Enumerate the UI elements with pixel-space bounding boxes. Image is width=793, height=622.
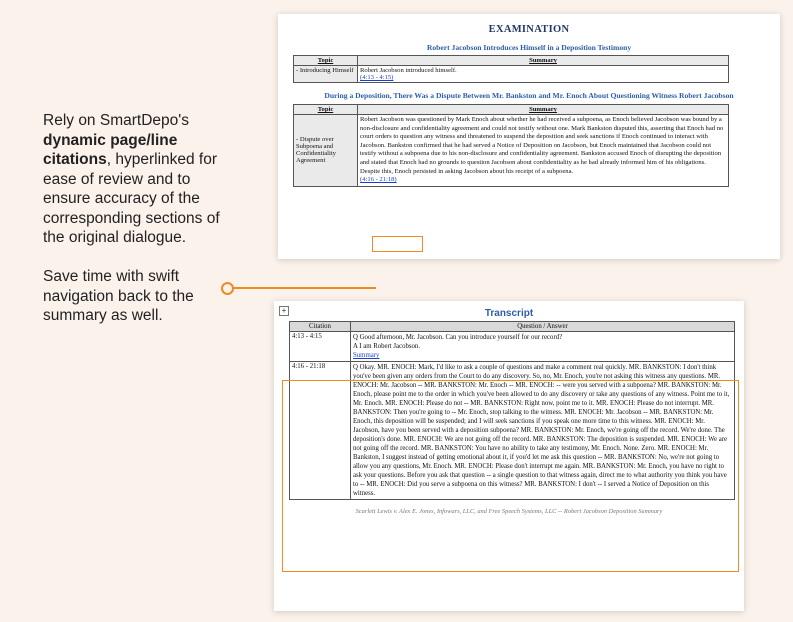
row2-summary-cell <box>358 115 729 187</box>
document-footer: Scarlett Lewis v. Alex E. Jones, Infowars, LLC, and Free Speech Systems, LLC -- Robert Jacobson Deposition Summary <box>355 508 663 515</box>
summary-link[interactable]: Summary <box>353 352 380 359</box>
summary-document <box>278 14 780 259</box>
row1-citation: 4:13 - 4:15 <box>290 332 351 362</box>
row1-question: Q Good afternoon, Mr. Jacobson. Can you introduce yourself for our record? <box>353 334 563 341</box>
expand-icon[interactable]: + <box>279 306 289 316</box>
connector-line <box>233 287 376 289</box>
col-topic: Topic <box>294 56 358 66</box>
row1-topic: - Introducing Himself <box>294 66 358 83</box>
row1-answer: A I am Robert Jacobson. <box>353 343 421 350</box>
row2-summary: Robert Jacobson was questioned by Mark Enoch about whether he had received a subpoena, as Enoch believed Jacobson was bound by a non-disclosure and confidentiality agreement and could not testify without one. Mark Bankston disputed this, asserting that Enoch had no court orders to question any witness and threatened to suspend the deposition and seek sanctions if Enoch continued to interact with Jacobson. Bankston confirmed that he had served a Notice of Deposition on Jacobson, but Enoch maintained that Jacobson could not testify without a subpoena due to his non-disclosure and confidentiality agreement. Bankston accused Enoch of disrupting the deposition and stated that Enoch had no grounds to question Jacobson about confidentiality as he had already informed him of his obligations. Despite this, Enoch persisted in asking Jacobson about his receipt of a subpoena. <box>360 116 724 175</box>
transcript-highlight <box>282 380 739 572</box>
citation-highlight <box>372 236 423 252</box>
row2-qa: Q Okay. MR. ENOCH: Mark, I'd like to ask a couple of questions and make a comment real quickly. MR. BANKSTON: I don't think you've been given any orders from the Court to do any discovery. So, no, Mr. Enoch, you're not asking this witness any questions. MR. ENOCH: Mr. Jacobson -- MR. BANKSTON: Mr. Enoch -- MR. ENOCH: -- were you served with a subpoena? MR. BANKSTON: Mr. Enoch, please point me to the order in which you've been allowed to do any discovery or take any questions of any witness. Point me to it, Mr. Enoch. MR. ENOCH: Please do not -- MR. BANKSTON: Right now, point me to it. MR. ENOCH: Please do not interrupt. MR. BANKSTON: Then you're going to -- Mr. Enoch, stop talking to the witness. MR. ENOCH: Mr. Jacobson -- MR. BANKSTON: Mr. Enoch, this deposition will be suspended; and I will seek sanctions if you speak one more time to this witness. MR. ENOCH: Mr. Jacobson, have you been served with a deposition subpoena? MR. BANKSTON: Mr. Enoch, we're going off the record. We're done. The deposition's done. MR. ENOCH: We are not going off the record. MR. BANKSTON: The deposition is suspended. MR. ENOCH: We are not going off the record. MR. BANKSTON: You have no ability to take any testimony, Mr. Enoch. None. Zero. MR. ENOCH: Mr. Bankston, I suggest instead of getting emotional about it, if you'd let me ask this question -- MR. BANKSTON: No, we're not going to allow you any questions, Mr. Enoch. MR. ENOCH: Please don't interrupt me again. MR. BANKSTON: Mr. Enoch, you have no right to ask your questions. Before you ask that question -- a single question to that witness again, direct me to what authority you think you have to -- MR. ENOCH: Did you serve a subpoena on this witness? MR. BANKSTON: I don't -- I served a Notice of Deposition on this witness. <box>351 362 735 500</box>
row2-topic: - Dispute over Subpoena and Confidentiality Agreement <box>294 115 358 187</box>
col-topic: Topic <box>294 105 358 115</box>
description-rest: , hyperlinked for ease of review and to ensure accuracy of the corresponding sections of the original dialogue. <box>43 151 220 246</box>
row2-citation: 4:16 - 21:18 <box>290 362 351 500</box>
col-question-answer: Question / Answer <box>351 322 735 332</box>
section2-heading: During a Deposition, There Was a Dispute Between Mr. Bankston and Mr. Enoch About Questioning Witness Robert Jacobson <box>324 91 734 100</box>
feature-description <box>43 111 223 248</box>
col-summary: Summary <box>358 105 729 115</box>
navigation-description: Save time with swift navigation back to the summary as well. <box>43 268 194 324</box>
description-lead: Rely on SmartDepo's <box>43 112 189 129</box>
citation-link-2[interactable]: (4:16 - 21:18) <box>360 176 397 184</box>
col-citation: Citation <box>290 322 351 332</box>
summary-title: EXAMINATION <box>488 24 570 35</box>
summary-table-2 <box>293 104 729 187</box>
row1-summary: Robert Jacobson introduced himself. <box>360 67 457 74</box>
row1-qa <box>351 332 735 362</box>
section1-heading: Robert Jacobson Introduces Himself in a Deposition Testimony <box>426 43 632 52</box>
description-bold: dynamic page/line citations <box>43 131 178 168</box>
row1-summary-cell <box>358 66 729 83</box>
col-summary: Summary <box>358 56 729 66</box>
transcript-title: Transcript <box>484 308 534 319</box>
summary-table-1 <box>293 55 729 83</box>
citation-link-1[interactable]: (4:13 - 4:15) <box>360 74 394 81</box>
